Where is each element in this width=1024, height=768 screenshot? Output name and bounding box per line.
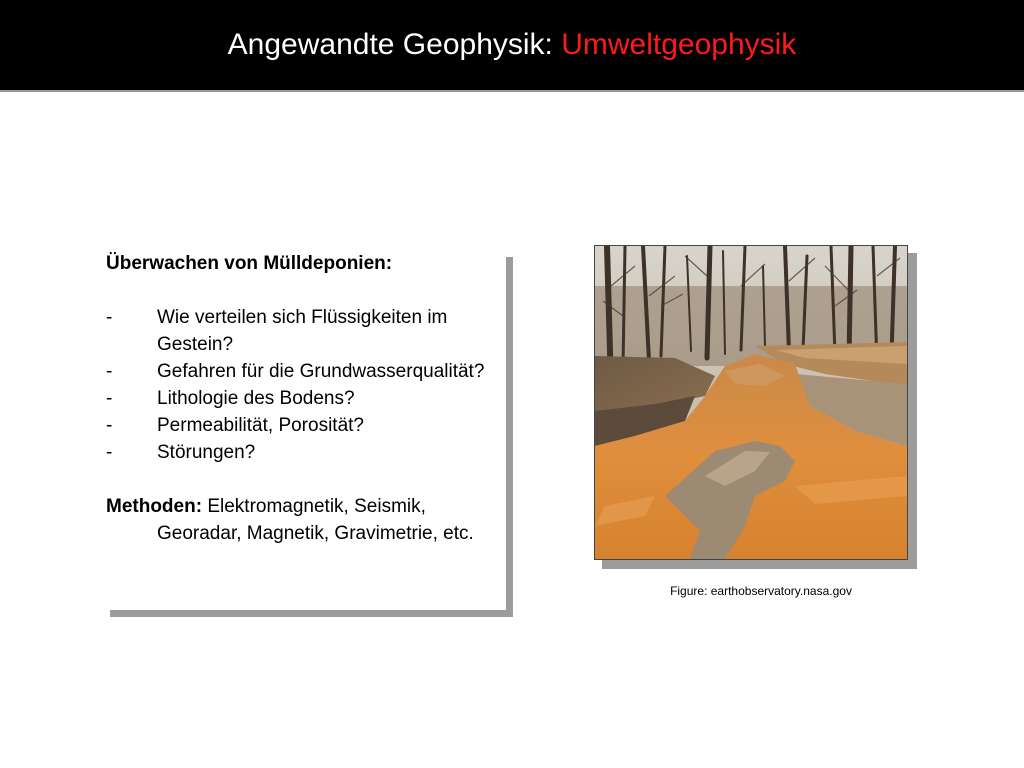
methods-text: Elektromagnetik, Seismik, Georadar, Magnetik, Gravimetrie, etc.: [157, 496, 474, 544]
dash-marker: -: [106, 388, 113, 409]
list-item: [106, 439, 502, 466]
dash-marker: -: [106, 442, 113, 463]
list-item-text: Gefahren für die Grundwasserqualität?: [157, 361, 485, 382]
list-item-text: Wie verteilen sich Flüssigkeiten im Gestein?: [157, 307, 448, 355]
list-item: [106, 304, 502, 358]
slide-title: [228, 28, 797, 62]
title-accent: Umweltgeophysik: [561, 28, 797, 61]
polluted-stream-photo: [594, 245, 908, 560]
methods-paragraph: [106, 493, 502, 547]
list-item-text: Störungen?: [157, 442, 256, 463]
text-box: [103, 250, 506, 610]
list-item: [106, 412, 502, 439]
spacer: [106, 466, 502, 493]
title-main: Angewandte Geophysik:: [227, 28, 562, 61]
list-item: [106, 385, 502, 412]
dash-marker: -: [106, 415, 113, 436]
text-content: [106, 250, 502, 547]
dash-marker: -: [106, 307, 113, 328]
methods-label: Methoden:: [106, 496, 203, 517]
figure-caption: Figure: earthobservatory.nasa.gov: [670, 584, 852, 598]
question-list: [106, 304, 502, 466]
section-heading: Überwachen von Mülldeponien:: [106, 253, 393, 274]
title-bar: [0, 0, 1024, 92]
spacer: [106, 277, 502, 304]
list-item-text: Lithologie des Bodens?: [157, 388, 355, 409]
list-item-text: Permeabilität, Porosität?: [157, 415, 364, 436]
list-item: [106, 358, 502, 385]
dash-marker: -: [106, 361, 113, 382]
photo-illustration: [595, 246, 907, 559]
